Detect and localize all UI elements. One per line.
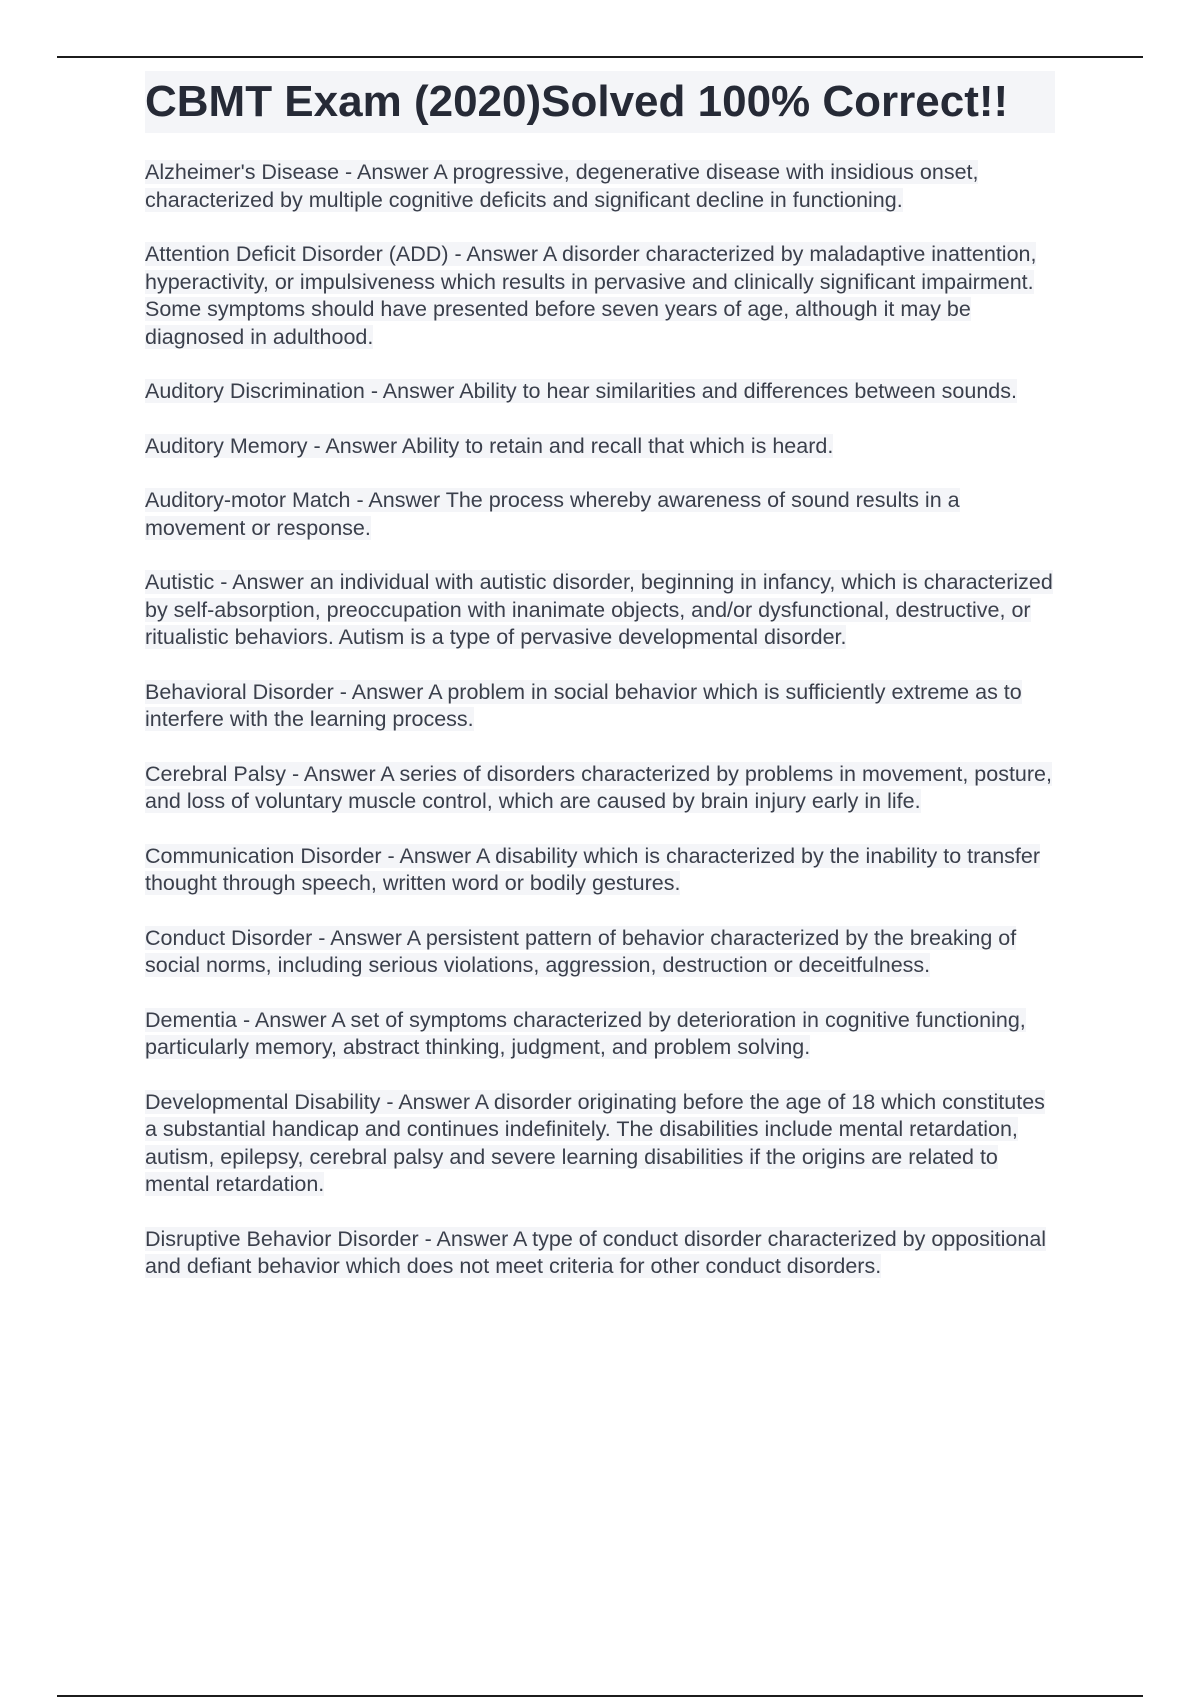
entry-text: Communication Disorder - Answer A disability which is characterized by the inability to transfer thought through speech, written word or bodily gestures. [145,843,1041,895]
title-block [145,71,1055,133]
entry-auditory-discrimination [145,378,1055,406]
entry-text: Cerebral Palsy - Answer A series of disorders characterized by problems in movement, posture, and loss of voluntary muscle control, which are caused by brain injury early in life. [145,761,1052,813]
entry-text: Attention Deficit Disorder (ADD) - Answer A disorder characterized by maladaptive inattention, hyperactivity, or impulsiveness which results in pervasive and clinically significant impairment. Some symptoms should have presented before seven years of age, although it may be diagnosed in adulthood. [145,242,1037,349]
entry-text: Auditory Discrimination - Answer Ability to hear similarities and differences between sounds. [145,379,1017,403]
entry-behavioral-disorder [145,679,1055,734]
document-title: CBMT Exam (2020)Solved 100% Correct!! [145,77,1009,126]
entry-communication-disorder [145,843,1055,898]
entry-text: Developmental Disability - Answer A disorder originating before the age of 18 which constitutes a substantial handicap and continues indefinitely. The disabilities include mental retardation, autism, epilepsy, cerebral palsy and severe learning disabilities if the origins are related to mental retardation. [145,1089,1045,1196]
entry-text: Behavioral Disorder - Answer A problem in social behavior which is sufficiently extreme as to interfere with the learning process. [145,679,1022,731]
entry-cerebral-palsy [145,761,1055,816]
top-rule [57,56,1143,58]
entry-auditory-motor-match [145,487,1055,542]
entry-text: Auditory Memory - Answer Ability to retain and recall that which is heard. [145,433,834,458]
entry-text: Disruptive Behavior Disorder - Answer A type of conduct disorder characterized by oppositional and defiant behavior which does not meet criteria for other conduct disorders. [145,1226,1047,1278]
bottom-rule [57,1695,1143,1697]
entry-text: Auditory-motor Match - Answer The process whereby awareness of sound results in a movement or response. [145,488,960,540]
entry-text: Dementia - Answer A set of symptoms characterized by deterioration in cognitive functioning, particularly memory, abstract thinking, judgment, and problem solving. [145,1007,1026,1059]
entry-alzheimers [145,159,1055,214]
document-page [145,71,1055,1308]
entry-add [145,241,1055,351]
entry-autistic [145,569,1055,652]
entry-conduct-disorder [145,925,1055,980]
entry-developmental-disability [145,1089,1055,1199]
entry-text: Autistic - Answer an individual with autistic disorder, beginning in infancy, which is characterized by self-absorption, preoccupation with inanimate objects, and/or dysfunctional, destructive, or ritualistic behaviors. Autism is a type of pervasive developmental disorder. [145,570,1053,649]
entry-text: Alzheimer's Disease - Answer A progressive, degenerative disease with insidious onset, characterized by multiple cognitive deficits and significant decline in functioning. [145,160,979,212]
entry-disruptive-behavior-disorder [145,1226,1055,1281]
entry-dementia [145,1007,1055,1062]
entry-auditory-memory [145,433,1055,461]
entry-text: Conduct Disorder - Answer A persistent pattern of behavior characterized by the breaking of social norms, including serious violations, aggression, destruction or deceitfulness. [145,925,1017,977]
